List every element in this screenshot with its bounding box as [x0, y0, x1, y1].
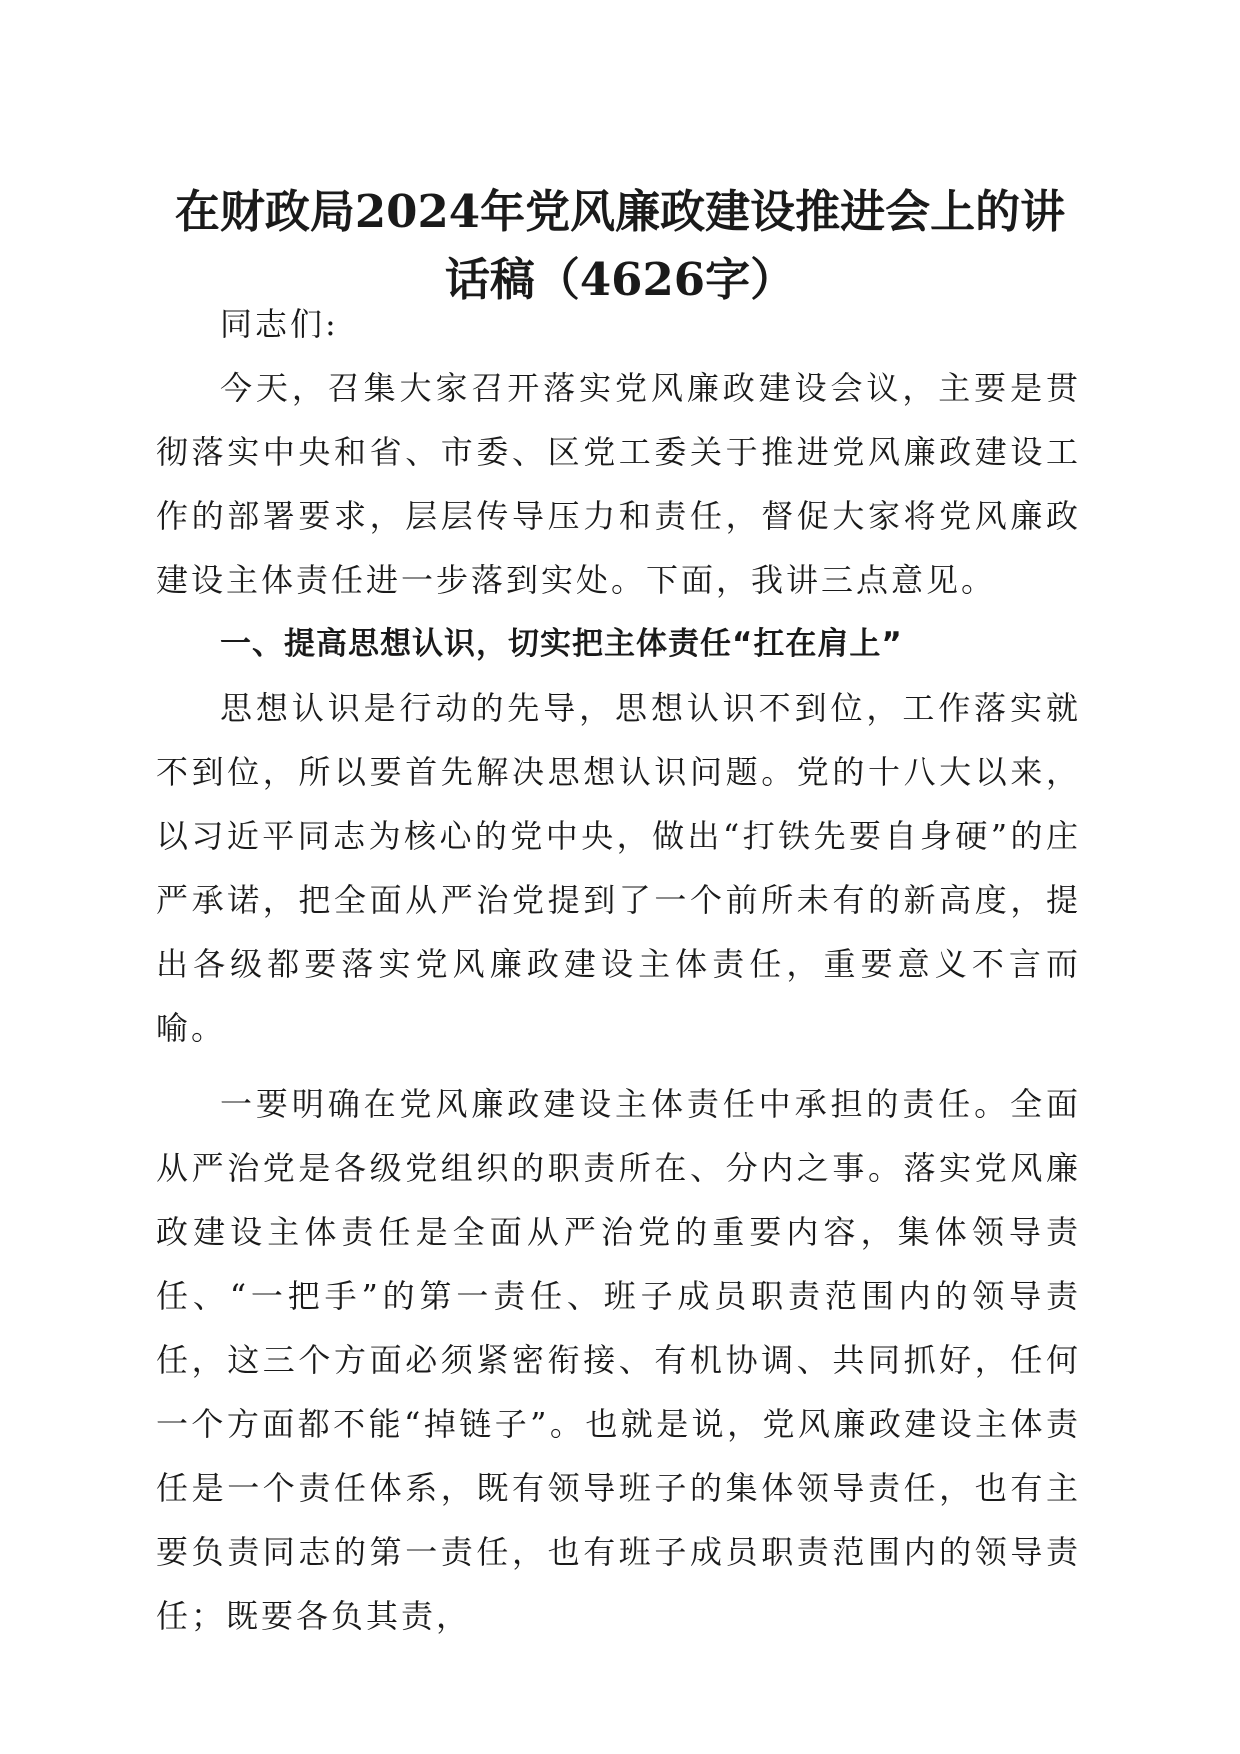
salutation: 同志们:	[220, 305, 339, 343]
document-body	[156, 292, 1081, 1648]
section-1-paragraph-1: 思想认识是行动的先导，思想认识不到位，工作落实就不到位，所以要首先解决思想认识问题。党的十八大以来，以习近平同志为核心的党中央，做出“打铁先要自身硬”的庄严承诺，把全面从严治党提到了一个前所未有的新高度，提出各级都要落实党风廉政建设主体责任，重要意义不言而喻。	[156, 689, 1081, 1047]
paragraph-spacer	[156, 1060, 1081, 1072]
section-1-heading: 一、提高思想认识，切实把主体责任“扛在肩上”	[220, 626, 903, 662]
title-line-1: 在财政局2024年党风廉政建设推进会上的讲	[174, 185, 1066, 238]
title-line-2: 话稿（4626字）	[444, 253, 796, 306]
intro-paragraph: 今天，召集大家召开落实党风廉政建设会议，主要是贯彻落实中央和省、市委、区党工委关于推进党风廉政建设工作的部署要求，层层传导压力和责任，督促大家将党风廉政建设主体责任进一步落到实处。下面，我讲三点意见。	[156, 369, 1081, 599]
section-1-paragraph-2: 一要明确在党风廉政建设主体责任中承担的责任。全面从严治党是各级党组织的职责所在、分内之事。落实党风廉政建设主体责任是全面从严治党的重要内容，集体领导责任、“一把手”的第一责任、班子成员职责范围内的领导责任，这三个方面必须紧密衔接、有机协调、共同抓好，任何一个方面都不能“掉链子”。也就是说，党风廉政建设主体责任是一个责任体系，既有领导班子的集体领导责任，也有主要负责同志的第一责任，也有班子成员职责范围内的领导责任；既要各负其责，	[156, 1085, 1081, 1635]
